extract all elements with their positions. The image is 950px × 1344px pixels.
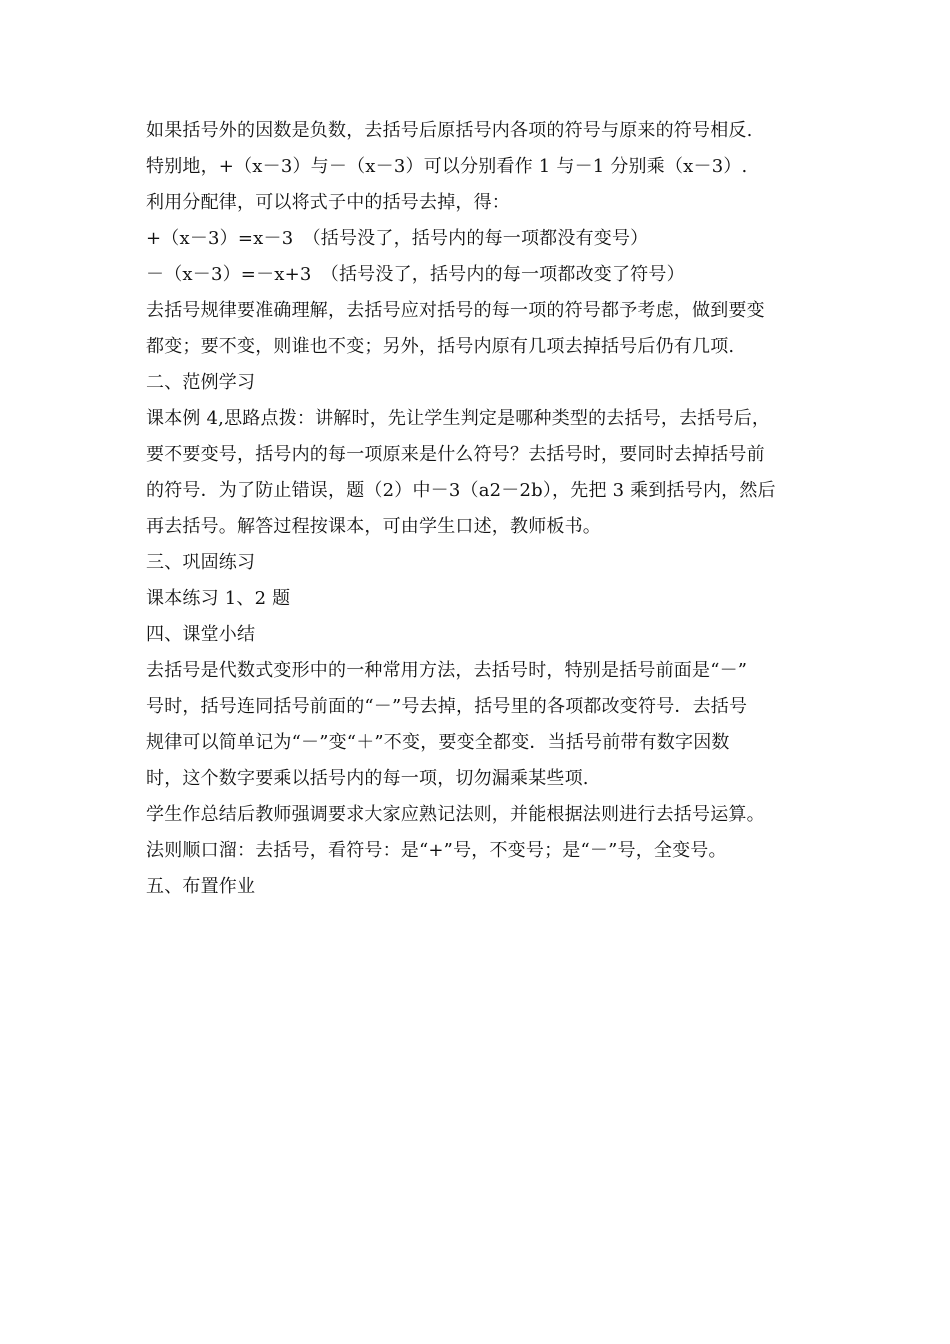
text-line: 法则顺口溜：去括号，看符号：是“+”号，不变号；是“－”号，全变号。 (146, 840, 727, 861)
text-line: 去括号是代数式变形中的一种常用方法，去括号时，特别是括号前面是“－” (146, 660, 748, 681)
text-line: 学生作总结后教师强调要求大家应熟记法则，并能根据法则进行去括号运算。 (146, 804, 765, 825)
document-page (146, 113, 826, 905)
text-line: 利用分配律，可以将式子中的括号去掉，得： (146, 192, 510, 213)
text-line: 课本例 4,思路点拨：讲解时，先让学生判定是哪种类型的去括号，去括号后， (146, 408, 771, 429)
text-line: 的符号．为了防止错误，题（2）中－3（a2－2b），先把 3 乘到括号内，然后 (146, 480, 776, 501)
section-heading: 四、课堂小结 (146, 624, 256, 645)
text-line: 规律可以简单记为“－”变“＋”不变，要变全都变．当括号前带有数字因数 (146, 732, 730, 753)
text-line: 再去括号。解答过程按课本，可由学生口述，教师板书。 (146, 516, 601, 537)
text-line: 要不要变号，括号内的每一项原来是什么符号？去括号时，要同时去掉括号前 (146, 444, 765, 465)
text-line: －（x－3）=－x+3 （括号没了，括号内的每一项都改变了符号） (146, 264, 685, 285)
text-line: 都变；要不变，则谁也不变；另外，括号内原有几项去掉括号后仍有几项. (146, 336, 735, 357)
text-line: 特别地，+（x－3）与－（x－3）可以分别看作 1 与－1 分别乘（x－3）. (146, 156, 748, 177)
text-line: 时，这个数字要乘以括号内的每一项，切勿漏乘某些项. (146, 768, 589, 789)
section-heading: 五、布置作业 (146, 876, 256, 897)
text-line: 去括号规律要准确理解，去括号应对括号的每一项的符号都予考虑，做到要变 (146, 300, 765, 321)
section-heading: 二、范例学习 (146, 372, 256, 393)
text-line: 号时，括号连同括号前面的“－”号去掉，括号里的各项都改变符号．去括号 (146, 696, 748, 717)
text-line: 课本练习 1、2 题 (146, 588, 291, 609)
text-line: 如果括号外的因数是负数，去括号后原括号内各项的符号与原来的符号相反. (146, 120, 753, 141)
section-heading: 三、巩固练习 (146, 552, 256, 573)
text-line: +（x－3）=x－3 （括号没了，括号内的每一项都没有变号） (146, 228, 649, 249)
